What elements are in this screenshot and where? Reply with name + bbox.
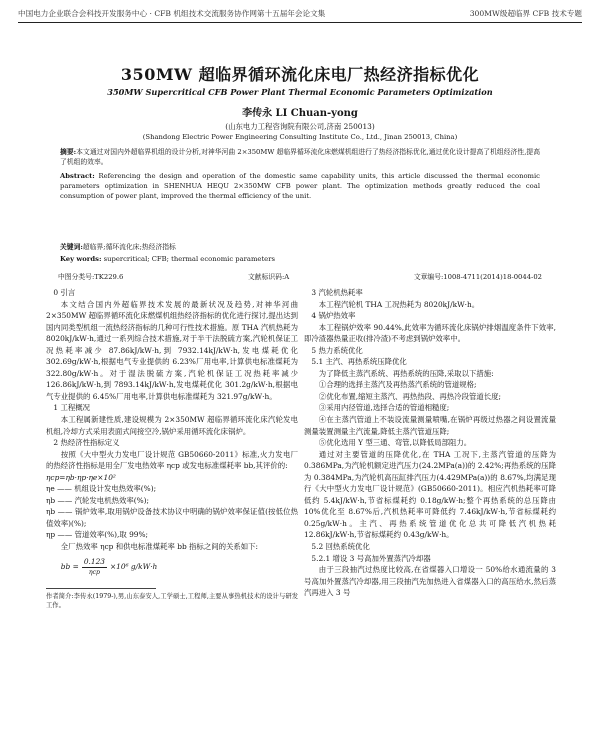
paragraph: 本工程汽轮机 THA 工况热耗为 8020kJ/kW·h。 (318, 299, 480, 309)
header-rule (18, 22, 582, 23)
keywords-cn (60, 242, 540, 252)
section-heading: 2 热经济性指标定义 (53, 438, 120, 448)
abstract-cn-text: 本文通过对国内外超临界机组的设计分析,对神华河曲 2×350MW 超临界循环流化床燃煤机组进行了热经济指标优化,通过优化设计提高了机组经济性,提高了机组的效率。 (60, 148, 540, 166)
fraction-numerator: 0.123 (83, 556, 105, 566)
definition-line: ηp —— 管道效率(%),取 99%; (46, 530, 148, 540)
running-header-left: 中国电力企业联合会科技开发服务中心 · CFB 机组技术交流服务协作网第十五届年会论文集 (18, 9, 326, 18)
keywords-en-text: supercritical; CFB; thermal economic parameters (103, 255, 275, 263)
section-heading: 3 汽轮机热耗率 (311, 288, 363, 297)
paper-title: 350MW 超临界循环流化床电厂热经济指标优化 (120, 65, 480, 84)
footnote: 作者简介:李传永(1979-),男,山东泰安人,工学硕士,工程师,主要从事热机技术的设计与研发工作。 (46, 592, 298, 609)
footnote-rule (46, 588, 156, 589)
running-header (18, 8, 582, 19)
clc-number: 中图分类号:TK229.6 (58, 273, 124, 281)
left-column (46, 287, 298, 610)
keywords-cn-label: 关键词: (60, 243, 83, 251)
paragraph: 为了降低主蒸汽系统、再热系统的压降,采取以下措施: (318, 368, 494, 378)
paragraph: 由于三段抽汽过热度比较高,在省煤器入口增设一 50%给水通流量的 3 号高加外置蒸汽冷却器,用三段抽汽先加热进入省煤器入口的高压给水,然后蒸汽再进入 3 号 (304, 565, 556, 598)
paragraph: 本工程锅炉效率 90.44%,此效率为循环流化床锅炉排烟温度条件下效率,即冷渣器热量正收(排冷渣)不考虑到锅炉效率中。 (304, 322, 556, 344)
fraction-lhs: bb = (60, 562, 79, 572)
article-meta (58, 271, 542, 281)
fraction-denominator: ηcp (88, 568, 100, 576)
measure-item: ④在主蒸汽管道上不装设流量测量喷嘴,在锅炉再级过热器之间设置流量测量装置测量主汽流量,降低主蒸汽管道压降; (304, 415, 556, 436)
section-heading: 4 锅炉热效率 (311, 311, 356, 321)
paragraph: 本文结合国内外超临界技术发展的最新状况及趋势,对神华河曲 2×350MW 超临界循环流化床燃煤机组热经济指标的优化进行探讨,提出达到国内同类型机组一流热经济指标的几种可行性技术措施。原 THA 汽机热耗为 8020kJ/kW·h,通过一系列综合技术措施,对于半干法脱硫方案,汽轮机保证工况热耗率减少 87.86kJ/kW·h,到 7932.14kJ/kW·h,发电煤耗优化 302.69g/kW·h,根据电气专业提供的 6.23%厂用电率,计算供电标准煤耗为 322.80g/kW·h。对于湿法脱硫方案,汽轮机保证工况热耗率减少 126.86kJ/kW·h,到 7893.14kJ/kW·h,发电煤耗优化 301.2g/kW·h,根据电气专业提供的 6.45%厂用电率,计算供电标准煤耗为 321.97g/kW·h。 (46, 299, 298, 401)
paragraph: 通过对主要管道的压降优化,在 THA 工况下,主蒸汽管道的压降为 0.386MPa,为汽轮机额定进汽压力(24.2MPa(a))的 2.42%;再热系统的压降为 0.384MPa,为汽轮机高压缸排汽压力(4.429MPa(a))的 8.67%,均满足现行《大中型火力发电厂设计规范》(GB50660-2011)。相应汽机热耗率可降低约 5.4kJ/kW·h,节省标煤耗约 0.18g/kW·h;整个再热系统的总压降由 10%优化至 8.67%后,汽机热耗率可降低约 7.46kJ/kW·h,节省标煤耗约 0.25g/kW·h。主汽、再热系统管道优化总共可降低汽机热耗 12.86kJ/kW·h,节省标煤耗约 0.43g/kW·h。 (304, 449, 556, 540)
paper-title-en: 350MW Supercritical CFB Power Plant Thermal Economic Parameters Optimization (107, 87, 493, 97)
keywords-cn-text: 超临界;循环流化床;热经济指标 (82, 243, 176, 251)
subsection-heading: 5.1 主汽、再热系统压降优化 (311, 357, 407, 367)
paragraph: 全厂热效率 ηcp 和供电标准煤耗率 bb 指标之间的关系如下: (60, 542, 259, 552)
definition-line: ηb —— 锅炉效率,取用锅炉设备技术协议中明确的锅炉效率保证值(按低位热值效率)(%); (46, 507, 298, 528)
document-code: 文献标识码:A (247, 273, 290, 281)
affiliation: (山东电力工程咨询院有限公司,济南 250013) (225, 122, 375, 131)
section-heading: 1 工程概况 (53, 403, 91, 413)
fraction-rhs: ×10⁶ g/kW·h (109, 562, 158, 572)
affiliation-en: (Shandong Electric Power Engineering Consulting Institute Co., Ltd., Jinan 250013, China) (142, 133, 458, 141)
section-heading: 0 引言 (53, 288, 76, 297)
section-heading: 5 热力系统优化 (311, 345, 363, 355)
abstract-cn-label: 摘要: (60, 148, 77, 156)
abstract-en-text: Referencing the design and operation of the domestic same capability units, this article discussed the thermal economic parameters optimization in SHENHUA HEQU 2×350MW CFB power plant. The optimization methods greatly reduced the coal consumption of power plant, improved the thermal efficiency of the unit. (60, 172, 540, 200)
definition-line: ηe —— 机组设计发电热效率(%); (46, 484, 157, 494)
measure-item: ①合理的选择主蒸汽及再热蒸汽系统的管道规格; (318, 380, 477, 390)
paragraph: 本工程属新建性质,建设规模为 2×350MW 超临界循环流化床汽轮发电机组,冷却方式采用表面式间接空冷,锅炉采用循环流化床锅炉。 (46, 415, 298, 436)
subsection-heading: 5.2.1 增设 3 号高加外置蒸汽冷却器 (311, 553, 431, 563)
definition-line: ηb —— 汽轮发电机热效率(%); (46, 495, 150, 505)
article-number: 文章编号:1008-4711(2014)18-0044-02 (413, 273, 542, 281)
keywords-en-label: Key words: (60, 255, 102, 263)
author: 李传永 LI Chuan-yong (242, 108, 358, 119)
right-column (304, 287, 556, 599)
formula: ηcp=ηb·ηp·ηe×10² (46, 472, 116, 482)
measure-item: ⑤优化选用 Y 型三通、弯管,以降低局部阻力。 (318, 438, 472, 448)
measure-item: ②优化布置,缩短主蒸汽、再热热段、再热冷段管道长度; (318, 391, 502, 401)
fraction-formula (61, 557, 158, 578)
abstract-cn (60, 147, 540, 167)
keywords-en (60, 254, 540, 264)
paragraph: 按照《大中型火力发电厂设计规范 GB50660-2011》标准,火力发电厂的热经济性指标是用全厂发电热效率 ηcp 或发电标准煤耗率 bb,其评价的: (46, 449, 298, 471)
subsection-heading: 5.2 回热系统优化 (311, 542, 370, 552)
abstract-en (60, 171, 540, 201)
measure-item: ③采用内径管道,选择合适的管道相糙度; (318, 403, 450, 413)
running-header-right: 300MW级超临界 CFB 技术专题 (469, 9, 582, 18)
fraction (82, 557, 107, 578)
abstract-en-label: Abstract: (60, 172, 95, 180)
